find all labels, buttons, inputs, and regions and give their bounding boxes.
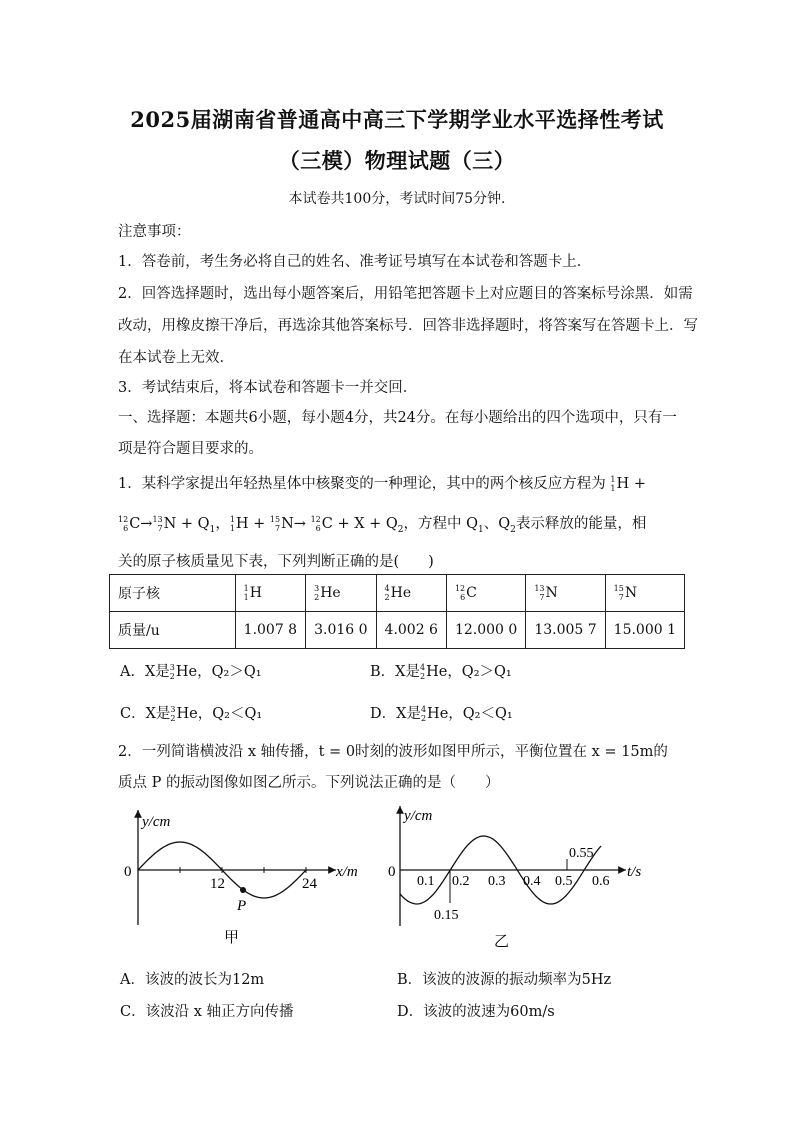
q1-c-arrow: C→ — [129, 516, 153, 532]
q1-comma: ， — [215, 516, 230, 532]
paper-subtitle: 本试卷共100分，考试时间75分钟. — [288, 191, 506, 207]
yi-tick-label: 0.1 — [417, 874, 435, 889]
q1-stem-text: 1．某科学家提出年轻热星体中核聚变的一种理论，其中的两个核反应方程为 — [118, 476, 606, 492]
q1-stem-line1 — [118, 472, 646, 493]
q1-energy-note: ，方程中 Q — [403, 516, 479, 532]
q1-stem-line2: 12 6 C→ 13 7 $N + Q_1$， 1 1 H + 15 7 N→ 12 6 $C + X + Q_2$，方程中 $Q_1$、$Q_2$表示释放的能量，相 — [118, 515, 647, 535]
table-row — [110, 575, 685, 612]
q1-n-arrow: N→ — [281, 516, 306, 532]
yi-tick-label: 0.5 — [555, 874, 573, 889]
paper-title-line2: （三模）物理试题（三） — [278, 148, 516, 173]
table-cell-mass: 4.002 6 — [376, 612, 446, 649]
yi-tick-label-015: 0.15 — [434, 908, 459, 923]
table-cell-nucleus: 1 1 H — [235, 575, 305, 612]
table-cell-mass: 12.000 0 — [446, 612, 525, 649]
q1-stem-h-plus: H + — [616, 476, 646, 492]
q2-option-a: A．该波的波长为12m — [120, 972, 265, 988]
yi-tick-label: 0.4 — [523, 874, 541, 889]
q1-option-c: C．X是 3 2 He，Q₂＜Q₁ — [120, 705, 263, 723]
yi-tick-label: 0.6 — [592, 874, 610, 889]
yi-origin: 0 — [388, 864, 396, 880]
nucleus-mass-table — [109, 574, 685, 649]
q2-option-b: B．该波的波源的振动频率为5Hz — [397, 972, 612, 988]
q1-n-q: N + Q — [163, 516, 210, 532]
q2-stem-line1: 2．一列简谐横波沿 x 轴传播，t = 0时刻的波形如图甲所示，平衡位置在 x = 15m的 — [118, 744, 668, 760]
section1-line2: 项是符合题目要求的。 — [118, 441, 263, 457]
jia-ylabel: y/cm — [142, 814, 171, 830]
q1-h-plus: H + — [235, 516, 266, 532]
table-cell-mass: 15.000 1 — [605, 612, 684, 649]
table-cell-nucleus: 13 7 N — [526, 575, 605, 612]
q1-iso-c12b: 12 6 — [310, 515, 321, 533]
table-cell-mass: 3.016 0 — [306, 612, 376, 649]
yi-tick-label-055: 0.55 — [569, 846, 594, 861]
q1-c-x-q: C + X + Q — [321, 516, 398, 532]
notice-item-3: 3．考试结束后，将本试卷和答题卡一并交回． — [118, 380, 418, 396]
figure-caption-yi: 乙 — [494, 934, 510, 950]
q2-stem-line2: 质点 P 的振动图像如图乙所示。下列说法正确的是（ ） — [118, 775, 500, 791]
vibration-figure-yi — [386, 798, 656, 950]
point-p-marker — [240, 887, 246, 893]
q1-iso-n15: 15 7 — [269, 515, 281, 533]
q1-energy-note2: 、Q — [483, 516, 511, 532]
jia-tick-label-24: 24 — [302, 876, 317, 892]
table-cell-nucleus: 12 6 C — [446, 575, 525, 612]
q1-option-a: A．X是 3 2 He，Q₂＞Q₁ — [120, 663, 262, 681]
notice-item-2-line3: 在本试卷上无效． — [118, 350, 234, 366]
section1-line1: 一、选择题：本题共6小题，每小题4分，共24分。在每小题给出的四个选项中，只有一 — [118, 410, 677, 426]
q1-iso-n13: 13 7 — [152, 515, 163, 533]
table-header-mass: 质量/u — [110, 612, 236, 649]
table-cell-mass: 13.005 7 — [526, 612, 605, 649]
jia-tick-label-12: 12 — [210, 876, 225, 892]
paper-title-line1: 2025届湖南省普通高中高三下学期学业水平选择性考试 — [130, 107, 664, 132]
jia-xlabel: x/m — [336, 864, 358, 880]
table-header-nucleus: 原子核 — [110, 575, 236, 612]
q1-iso-h1: 1 1 — [610, 475, 616, 493]
q2-option-c: C．该波沿 x 轴正方向传播 — [120, 1004, 294, 1020]
figure-caption-jia: 甲 — [224, 930, 240, 946]
notice-item-1: 1．答卷前，考生务必将自己的姓名、准考证号填写在本试卷和答题卡上． — [118, 254, 592, 270]
q1-iso-c12: 12 6 — [118, 515, 129, 533]
table-row — [110, 612, 685, 649]
q1-option-d: D．X是 4 2 He，Q₂＜Q₁ — [370, 705, 513, 723]
table-cell-nucleus: 15 7 N — [605, 575, 684, 612]
notice-item-2-line2: 改动，用橡皮擦干净后，再选涂其他答案标号．回答非选择题时，将答案写在答题卡上．写 — [118, 318, 698, 334]
q1-energy-note3: 表示释放的能量，相 — [515, 516, 647, 532]
table-cell-nucleus: 3 2 He — [306, 575, 376, 612]
q1-option-b: B．X是 4 2 He，Q₂＞Q₁ — [370, 663, 512, 681]
q2-option-d: D．该波的波速为60m/s — [397, 1004, 555, 1020]
yi-xlabel: t/s — [627, 864, 642, 880]
notice-heading: 注意事项： — [118, 224, 191, 240]
table-cell-nucleus: 4 2 He — [376, 575, 446, 612]
yi-ylabel: y/cm — [404, 808, 433, 824]
point-p-label: P — [237, 898, 247, 914]
yi-tick-label: 0.3 — [488, 874, 506, 889]
yi-tick-label: 0.2 — [452, 874, 470, 889]
q1-stem-line3: 关的原子核质量见下表，下列判断正确的是( ) — [118, 554, 434, 570]
table-cell-mass: 1.007 8 — [235, 612, 305, 649]
wave-figure-jia — [118, 800, 378, 950]
notice-item-2-line1: 2．回答选择题时，选出每小题答案后，用铅笔把答题卡上对应题目的答案标号涂黑．如需 — [118, 286, 693, 302]
q1-iso-h1b: 1 1 — [229, 515, 235, 533]
jia-origin: 0 — [124, 864, 132, 880]
